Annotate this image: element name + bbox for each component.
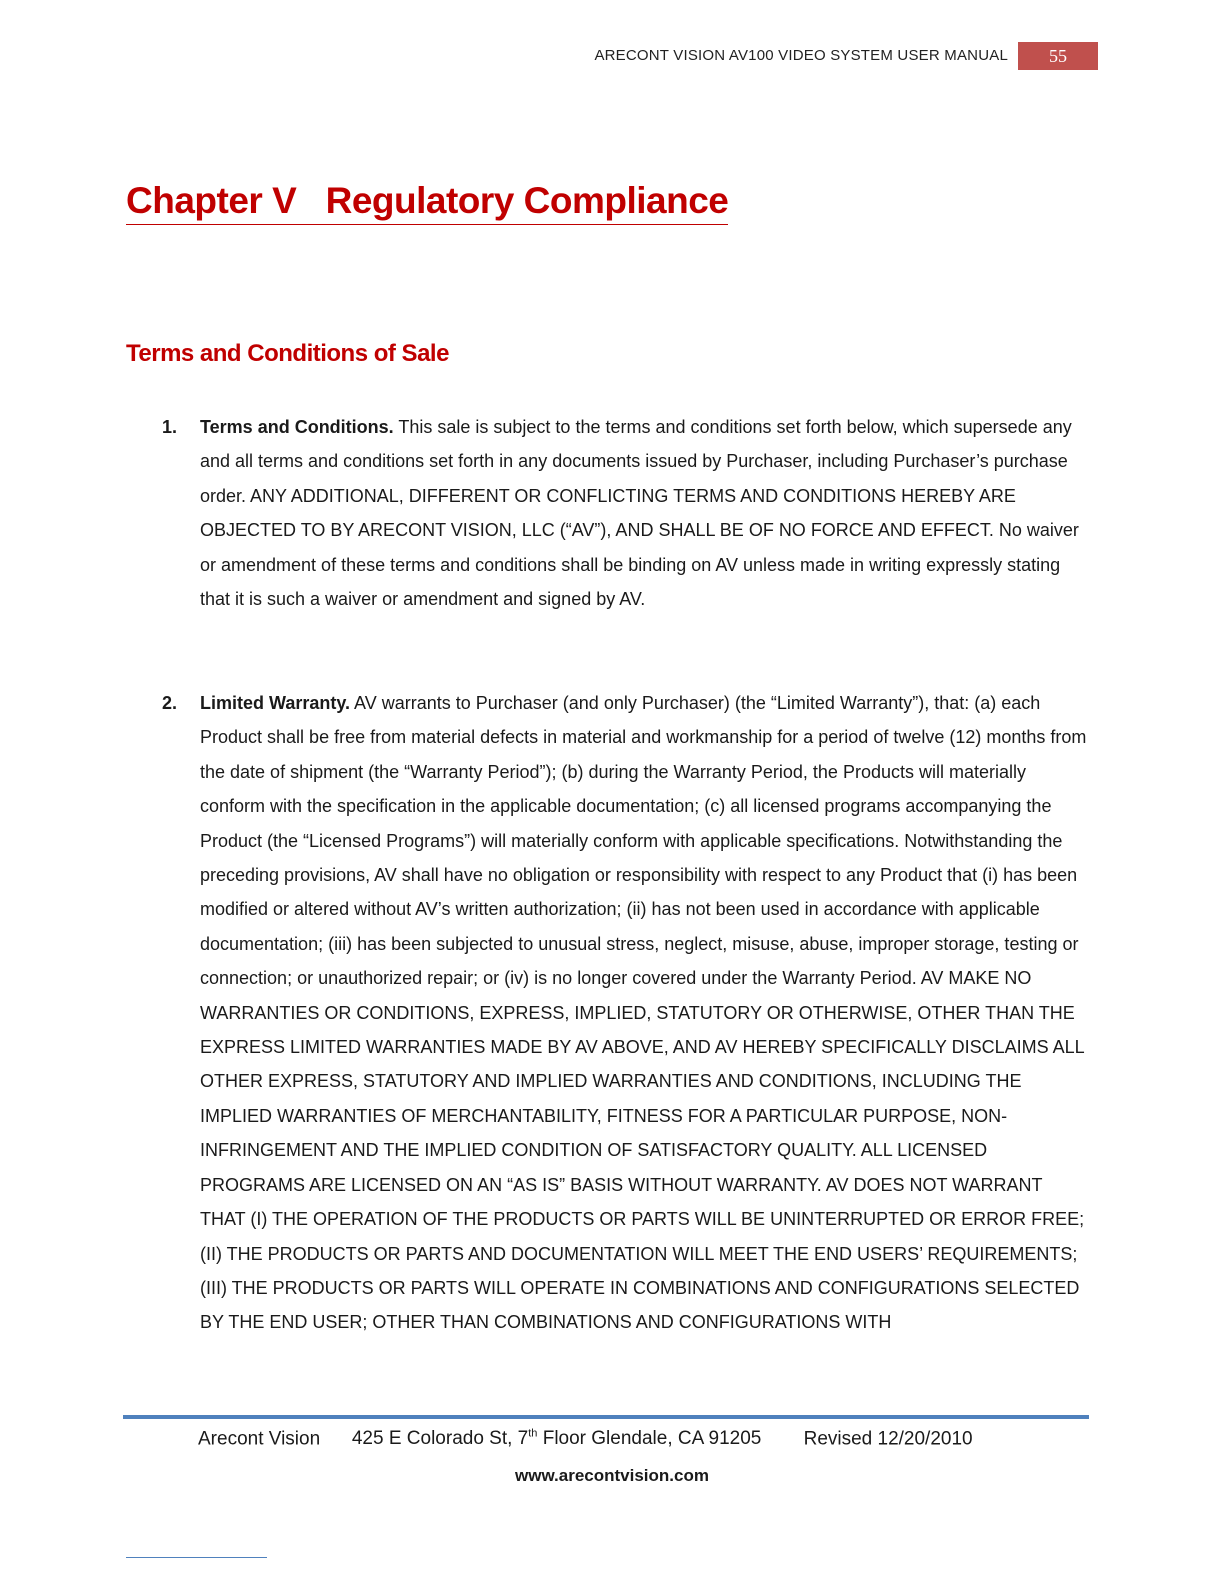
clause-heading: Terms and Conditions. bbox=[200, 417, 394, 437]
clause-body: AV warrants to Purchaser (and only Purchaser) (the “Limited Warranty”), that: (a) each Product shall be free from material defects in material and workmanship for a period of twelve (12) months from the date of shipment (the “Warranty Period”); (b) during the Warranty Period, the Products will materially conform with the specification in the applicable documentation; (c) all licensed programs accompanying the Product (the “Licensed Programs”) will materially conform with applicable specifications. Notwithstanding the preceding provisions, AV shall have no obligation or responsibility with respect to any Product that (i) has been modified or altered without AV’s written authorization; (ii) has not been used in accordance with applicable documentation; (iii) has been subjected to unusual stress, neglect, misuse, abuse, improper storage, testing or connection; or unauthorized repair; or (iv) is no longer covered under the Warranty Period. AV MAKE NO WARRANTIES OR CONDITIONS, EXPRESS, IMPLIED, STATUTORY OR OTHERWISE, OTHER THAN THE EXPRESS LIMITED WARRANTIES MADE BY AV ABOVE, AND AV HEREBY SPECIFICALLY DISCLAIMS ALL OTHER EXPRESS, STATUTORY AND IMPLIED WARRANTIES AND CONDITIONS, INCLUDING THE IMPLIED WARRANTIES OF MERCHANTABILITY, FITNESS FOR A PARTICULAR PURPOSE, NON-INFRINGEMENT AND THE IMPLIED CONDITION OF SATISFACTORY QUALITY. ALL LICENSED PROGRAMS ARE LICENSED ON AN “AS IS” BASIS WITHOUT WARRANTY. AV DOES NOT WARRANT THAT (I) THE OPERATION OF THE PRODUCTS OR PARTS WILL BE UNINTERRUPTED OR ERROR FREE; (II) THE PRODUCTS OR PARTS AND DOCUMENTATION WILL MEET THE END USERS’ REQUIREMENTS; (III) THE PRODUCTS OR PARTS WILL OPERATE IN COMBINATIONS AND CONFIGURATIONS SELECTED BY THE END USER; OTHER THAN COMBINATIONS AND CONFIGURATIONS WITH bbox=[200, 693, 1087, 1333]
footnote-separator bbox=[126, 1557, 267, 1558]
chapter-label: Chapter V bbox=[126, 180, 297, 221]
footer-company: Arecont Vision bbox=[198, 1428, 321, 1450]
clause-limited-warranty bbox=[162, 686, 1090, 1340]
clause-terms-and-conditions bbox=[162, 410, 1090, 616]
chapter-name: Regulatory Compliance bbox=[325, 180, 729, 221]
footer-divider bbox=[123, 1415, 1089, 1419]
footer-revised: Revised 12/20/2010 bbox=[803, 1428, 973, 1450]
chapter-title bbox=[126, 180, 728, 225]
clause-body: This sale is subject to the terms and conditions set forth below, which supersede any and all terms and conditions set forth in any documents issued by Purchaser, including Purchaser’s purchase order. ANY ADDITIONAL, DIFFERENT OR CONFLICTING TERMS AND CONDITIONS HEREBY ARE OBJECTED TO BY ARECONT VISION, LLC (“AV”), AND SHALL BE OF NO FORCE AND EFFECT. No waiver or amendment of these terms and conditions shall be binding on AV unless made in writing expressly stating that it is such a waiver or amendment and signed by AV. bbox=[200, 417, 1079, 610]
footer-address: 425 E Colorado St, 7th Floor Glendale, CA 91205 bbox=[351, 1428, 762, 1450]
section-title: Terms and Conditions of Sale bbox=[126, 340, 449, 367]
running-header: ARECONT VISION AV100 VIDEO SYSTEM USER MANUAL bbox=[594, 47, 1008, 64]
clause-number: 2. bbox=[162, 693, 178, 713]
footer-address-line bbox=[198, 1428, 973, 1450]
footer-website-link[interactable]: www.arecontvision.com bbox=[515, 1466, 709, 1485]
clause-heading: Limited Warranty. bbox=[200, 693, 351, 713]
page-number-badge: 55 bbox=[1018, 42, 1098, 70]
clause-number: 1. bbox=[162, 417, 178, 437]
